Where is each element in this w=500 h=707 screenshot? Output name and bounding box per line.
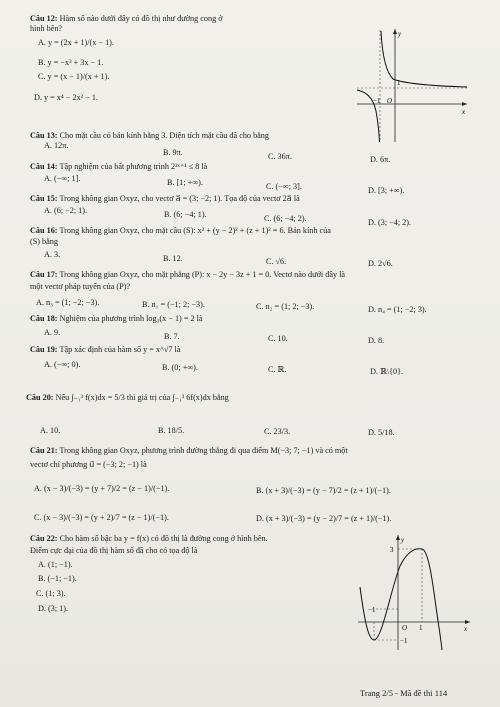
q17-option-a: A. n₃ = (1; −2; −3). <box>36 298 100 307</box>
q13-option-a: A. 12π. <box>44 141 69 150</box>
q15-option-a: A. (6; −2; 1). <box>44 206 88 215</box>
q22-option-d: D. (3; 1). <box>38 604 69 613</box>
q19-option-a: A. (−∞; 0). <box>44 360 81 369</box>
graph22-tick-1: 1 <box>419 624 423 632</box>
q19-stem: Câu 19: Tập xác định của hàm số y = x^√7 là <box>30 345 181 354</box>
q17-stem-line1: Câu 17: Trong không gian Oxyz, cho mặt phẳng (P): x − 2y − 3z + 1 = 0. Vectơ nào dưới đây là <box>30 270 346 279</box>
q21-stem-line2: vectơ chỉ phương u⃗ = (−3; 2; −1) là <box>30 460 147 469</box>
q12-option-b: B. y = −x³ + 3x − 1. <box>38 58 104 67</box>
q12-option-a: A. y = (2x + 1)/(x − 1). <box>38 38 114 47</box>
q21-option-b: B. (x + 3)/(−3) = (y − 7)/2 = (z + 1)/(−1). <box>256 486 391 495</box>
x-axis-arrow-icon <box>465 620 470 624</box>
q22-stem-line1: Câu 22: Cho hàm số bậc ba y = f(x) có đồ thị là đường cong ở hình bên. <box>30 534 268 543</box>
curve-right-branch <box>381 31 467 87</box>
q13-option-d: D. 6π. <box>370 155 391 164</box>
graph22-origin: O <box>402 624 408 632</box>
q14-option-b: B. [1; +∞). <box>167 178 203 187</box>
q14-option-d: D. [3; +∞). <box>368 186 405 195</box>
q19-option-d: D. ℝ\{0}. <box>370 367 404 376</box>
q16-option-c: C. √6. <box>266 257 287 266</box>
q14-stem: Câu 14: Tập nghiệm của bất phương trình 2²ˣ⁺¹ ≤ 8 là <box>30 162 208 171</box>
q16-option-d: D. 2√6. <box>368 259 393 268</box>
q14-option-c: C. (−∞; 3]. <box>266 182 302 191</box>
q16-stem-line1: Câu 16: Trong không gian Oxyz, cho mặt cầu (S): x² + (y − 2)² + (z + 1)² = 6. Bán kính của <box>30 226 331 235</box>
q20-option-b: B. 18/5. <box>158 426 185 435</box>
graph12-y-label: y <box>398 30 402 38</box>
q17-stem-line2: một vectơ pháp tuyến của (P)? <box>30 282 131 291</box>
q20-option-d: D. 5/18. <box>368 428 395 437</box>
q18-option-a: A. 9. <box>44 328 61 337</box>
q12-graph <box>355 26 470 144</box>
q12-stem-line1: Câu 12: Hàm số nào dưới đây có đồ thị như đường cong ở <box>30 14 223 23</box>
q20-option-c: C. 23/3. <box>264 427 291 436</box>
x-axis-arrow-icon <box>462 102 467 106</box>
q20-stem: Câu 20: Nếu ∫₋₁³ f(x)dx = 5/3 thì giá trị của ∫₋₁³ 6f(x)dx bằng <box>26 393 229 402</box>
q16-stem-line2: (S) bằng <box>30 237 58 246</box>
q21-option-d: D. (x + 3)/(−3) = (y − 2)/7 = (z + 1)/(−1). <box>256 514 392 523</box>
cubic-curve <box>360 549 442 650</box>
q17-option-c: C. n₂ = (1; 2; −3). <box>256 302 315 311</box>
q19-option-c: C. ℝ. <box>268 365 287 374</box>
q17-option-b: B. n₁ = (−1; 2; −3). <box>142 300 205 309</box>
graph22-tick-3: 3 <box>390 546 394 554</box>
q22-option-a: A. (1; −1). <box>38 560 73 569</box>
q22-graph <box>356 532 474 652</box>
q15-option-c: C. (6; −4; 2). <box>264 214 307 223</box>
q22-option-c: C. (1; 3). <box>36 589 66 598</box>
q13-option-c: C. 36π. <box>268 152 292 161</box>
q13-option-b: B. 9π. <box>163 148 183 157</box>
q21-option-c: C. (x − 3)/(−3) = (y + 2)/7 = (z − 1)/(−1). <box>34 513 169 522</box>
q14-option-a: A. (−∞; 1]. <box>44 174 81 183</box>
page-footer: Trang 2/5 - Mã đề thi 114 <box>360 688 448 698</box>
y-axis-arrow-icon <box>393 29 397 34</box>
graph12-origin: O <box>387 97 393 105</box>
q18-option-b: B. 7. <box>164 332 180 341</box>
q12-option-c: C. y = (x − 1)/(x + 1). <box>38 72 110 81</box>
q16-option-a: A. 3. <box>44 250 61 259</box>
q12-stem-line2: hình bên? <box>30 24 63 33</box>
q19-option-b: B. (0; +∞). <box>162 363 198 372</box>
q21-stem-line1: Câu 21: Trong không gian Oxyz, phương trình đường thẳng đi qua điểm M(−3; 7; −1) và có một <box>30 446 348 455</box>
y-axis-arrow-icon <box>396 535 400 540</box>
graph22-tick-neg1-x: −1 <box>368 606 376 614</box>
q18-option-d: D. 8. <box>368 336 385 345</box>
graph12-tick-neg1: −1 <box>373 97 381 105</box>
q15-option-d: D. (3; −4; 2). <box>368 218 412 227</box>
q17-option-d: D. n₄ = (1; −2; 3). <box>368 305 427 314</box>
q15-stem: Câu 15: Trong không gian Oxyz, cho vectơ a⃗ = (3; −2; 1). Tọa độ của vectơ 2a⃗ là <box>30 194 300 203</box>
q15-option-b: B. (6; −4; 1). <box>164 210 207 219</box>
q20-option-a: A. 10. <box>40 426 61 435</box>
q18-stem: Câu 18: Nghiệm của phương trình log₃(x − 1) = 2 là <box>30 314 203 323</box>
graph22-tick-neg1-y: −1 <box>400 637 408 645</box>
graph12-tick-1: 1 <box>397 79 401 87</box>
graph12-x-label: x <box>462 108 466 116</box>
q22-stem-line2: Điểm cực đại của đồ thị hàm số đã cho có tọa độ là <box>30 546 198 555</box>
q16-option-b: B. 12. <box>163 254 183 263</box>
q22-option-b: B. (−1; −1). <box>38 574 77 583</box>
graph22-y-label: y <box>401 536 405 544</box>
q18-option-c: C. 10. <box>268 334 288 343</box>
q21-option-a: A. (x − 3)/(−3) = (y + 7)/2 = (z − 1)/(−1). <box>34 484 170 493</box>
q13-stem: Câu 13: Cho mặt cầu có bán kính bằng 3. Diện tích mặt cầu đã cho bằng <box>30 131 269 140</box>
graph22-x-label: x <box>464 625 468 633</box>
q12-option-d: D. y = x⁴ − 2x² − 1. <box>34 93 98 102</box>
